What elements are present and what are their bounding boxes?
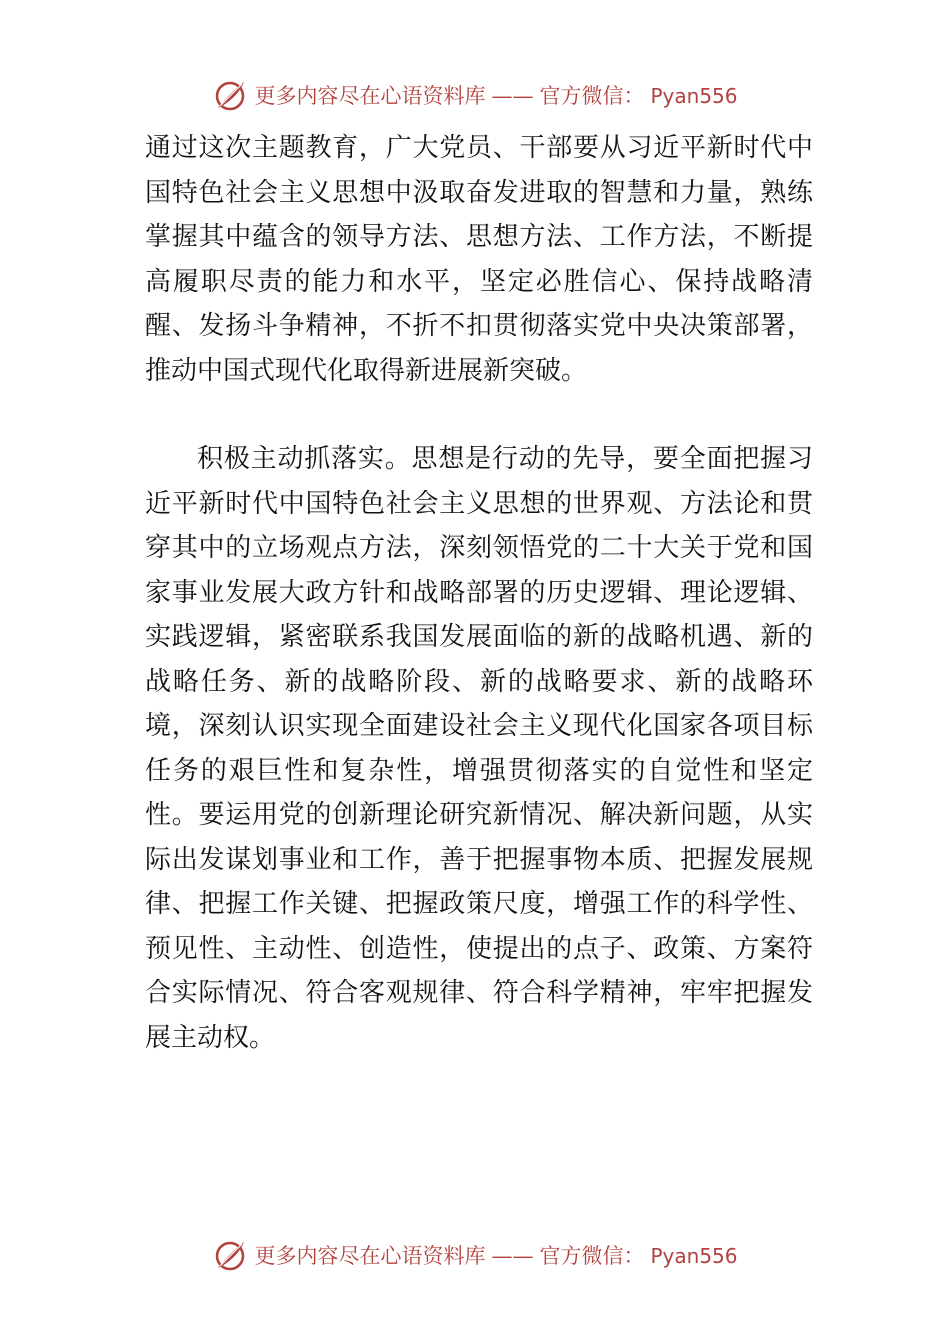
feather-quill-logo-icon xyxy=(212,78,248,114)
banner-separator: —— xyxy=(491,1244,534,1268)
banner-wechat-id: Pyan556 xyxy=(650,84,738,108)
banner-wechat-label: 官方微信： xyxy=(539,1244,645,1268)
footer-banner xyxy=(0,1238,950,1274)
paragraph-2: 积极主动抓落实。思想是行动的先导，要全面把握习近平新时代中国特色社会主义思想的世界观、方法论和贯穿其中的立场观点方法，深刻领悟党的二十大关于党和国家事业发展大政方针和战略部署的历史逻辑、理论逻辑、实践逻辑，紧密联系我国发展面临的新的战略机遇、新的战略任务、新的战略阶段、新的战略要求、新的战略环境，深刻认识实现全面建设社会主义现代化国家各项目标任务的艰巨性和复杂性，增强贯彻落实的自觉性和坚定性。要运用党的创新理论研究新情况、解决新问题，从实际出发谋划事业和工作，善于把握事物本质、把握发展规律、把握工作关键、把握政策尺度，增强工作的科学性、预见性、主动性、创造性，使提出的点子、政策、方案符合实际情况、符合客观规律、符合科学精神，牢牢把握发展主动权。 xyxy=(145,444,813,1053)
paragraph-1: 通过这次主题教育，广大党员、干部要从习近平新时代中国特色社会主义思想中汲取奋发进取的智慧和力量，熟练掌握其中蕴含的领导方法、思想方法、工作方法，不断提高履职尽责的能力和水平，坚定必胜信心、保持战略清醒、发扬斗争精神，不折不扣贯彻落实党中央决策部署，推动中国式现代化取得新进展新突破。 xyxy=(145,133,813,386)
feather-quill-logo-icon xyxy=(212,1238,248,1274)
header-banner xyxy=(0,78,950,114)
banner-text: 更多内容尽在心语资料库 xyxy=(254,1244,486,1268)
banner-separator: —— xyxy=(491,84,534,108)
document-body xyxy=(145,126,813,1060)
banner-wechat-label: 官方微信： xyxy=(539,84,645,108)
banner-wechat-id: Pyan556 xyxy=(650,1244,738,1268)
banner-text: 更多内容尽在心语资料库 xyxy=(254,84,486,108)
